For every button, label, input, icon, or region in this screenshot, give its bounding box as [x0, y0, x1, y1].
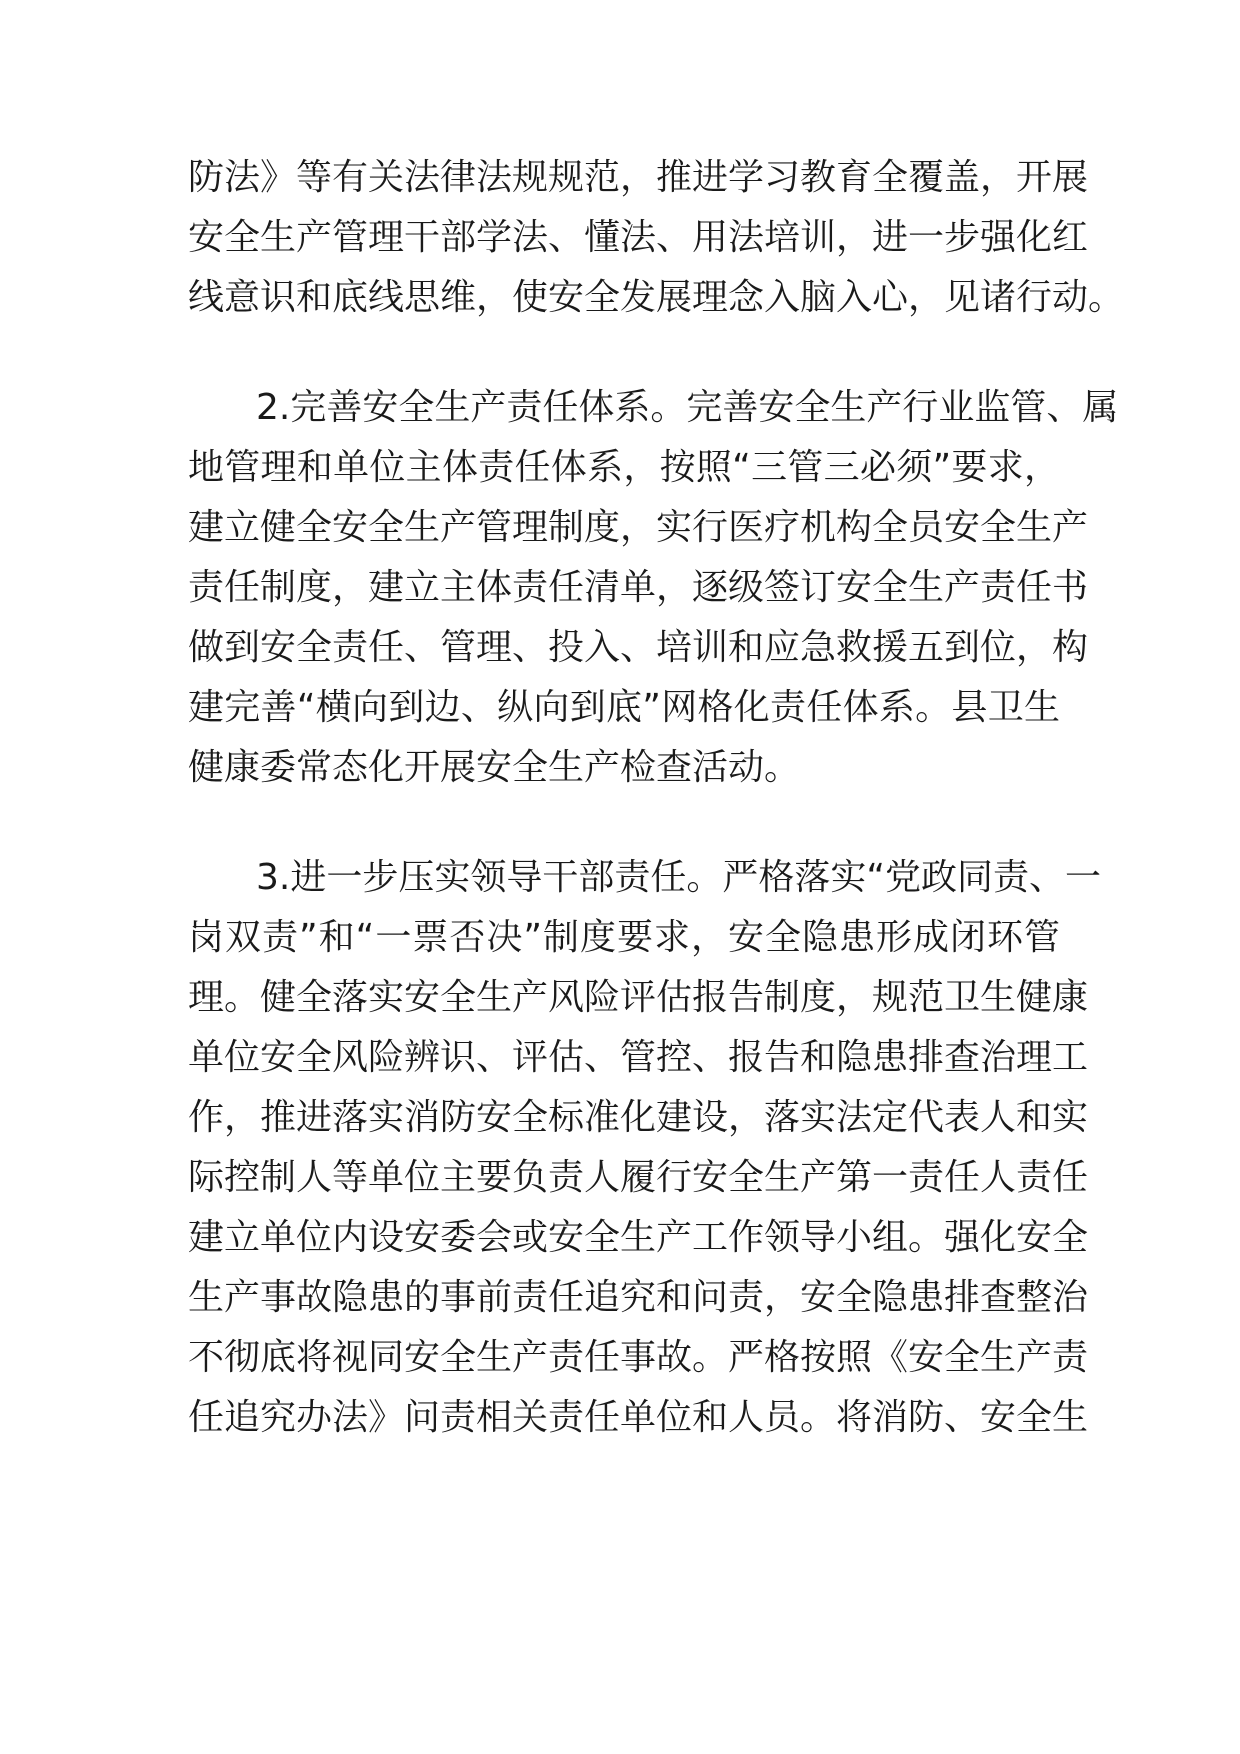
text-line: 生产事故隐患的事前责任追究和问责，安全隐患排查整治	[188, 1277, 1089, 1318]
text-line: 不彻底将视同安全生产责任事故。严格按照《安全生产责	[188, 1337, 1089, 1378]
text-line: 健康委常态化开展安全生产检查活动。	[188, 747, 801, 788]
text-line: 3.进一步压实领导干部责任。严格落实“党政同责、一	[256, 857, 1101, 898]
text-line: 安全生产管理干部学法、懂法、用法培训，进一步强化红	[188, 217, 1089, 258]
text-line: 建立健全安全生产管理制度，实行医疗机构全员安全生产	[188, 507, 1089, 548]
text-line: 地管理和单位主体责任体系，按照“三管三必须”要求，	[188, 447, 1060, 488]
text-line: 线意识和底线思维，使安全发展理念入脑入心，见诸行动。	[188, 277, 1125, 318]
text-line: 建立单位内设安委会或安全生产工作领导小组。强化安全	[188, 1217, 1089, 1258]
text-line: 单位安全风险辨识、评估、管控、报告和隐患排查治理工	[188, 1037, 1089, 1078]
text-line: 防法》等有关法律法规规范，推进学习教育全覆盖，开展	[188, 157, 1089, 198]
text-line: 际控制人等单位主要负责人履行安全生产第一责任人责任	[188, 1157, 1089, 1198]
text-line: 作，推进落实消防安全标准化建设，落实法定代表人和实	[188, 1097, 1089, 1138]
text-line: 做到安全责任、管理、投入、培训和应急救援五到位，构	[188, 627, 1089, 668]
text-line: 建完善“横向到边、纵向到底”网格化责任体系。县卫生	[188, 687, 1060, 728]
text-line: 2.完善安全生产责任体系。完善安全生产行业监管、属	[256, 387, 1119, 428]
text-line: 岗双责”和“一票否决”制度要求，安全隐患形成闭环管	[188, 917, 1060, 958]
text-line: 理。健全落实安全生产风险评估报告制度，规范卫生健康	[188, 977, 1089, 1018]
text-line: 任追究办法》问责相关责任单位和人员。将消防、安全生	[188, 1397, 1089, 1438]
text-line: 责任制度，建立主体责任清单，逐级签订安全生产责任书	[188, 567, 1089, 608]
